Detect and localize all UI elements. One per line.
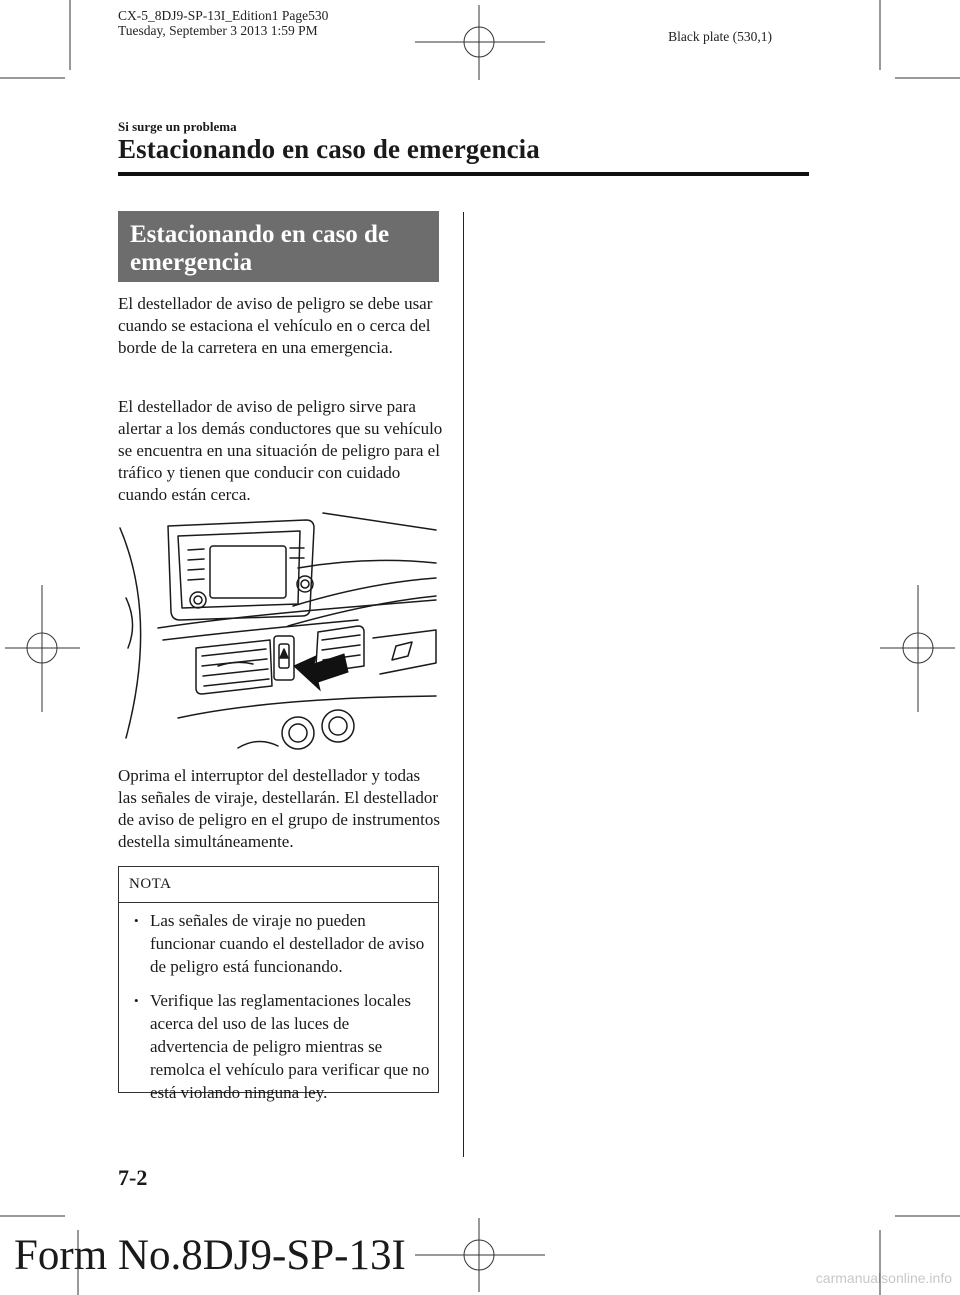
list-item xyxy=(131,909,431,978)
paragraph-3: Oprima el interruptor del destellador y todas las señales de viraje, destellarán. El destellador de aviso de peligro en el grupo de instrumentos destella simultáneamente. xyxy=(118,766,440,851)
section-heading xyxy=(118,211,439,282)
note-item-text: Verifique las reglamentaciones locales acerca del uso de las luces de advertencia de peligro mientras se remolca el vehículo para verificar que no está violando ninguna ley. xyxy=(150,991,430,1102)
bullet-icon: • xyxy=(134,993,139,1008)
note-title: NOTA xyxy=(129,876,172,892)
list-item xyxy=(131,989,431,1104)
note-item-text: Las señales de viraje no pueden funcionar cuando el destellador de aviso de peligro está funcionando. xyxy=(150,911,425,976)
watermark: carmanualsonline.info xyxy=(815,1270,952,1286)
column-divider xyxy=(463,212,464,1157)
bullet-icon: • xyxy=(134,913,139,928)
print-line-1: CX-5_8DJ9-SP-13I_Edition1 Page530 xyxy=(118,8,329,23)
form-number: Form No.8DJ9-SP-13I xyxy=(14,1232,406,1279)
paragraph-1: El destellador de aviso de peligro se debe usar cuando se estaciona el vehículo en o cerca del borde de la carretera en una emergencia. xyxy=(118,294,433,357)
plate-label: Black plate (530,1) xyxy=(668,29,772,44)
section-heading-line-2: emergencia xyxy=(130,249,253,276)
page-number: 7-2 xyxy=(118,1165,148,1190)
print-line-2: Tuesday, September 3 2013 1:59 PM xyxy=(118,23,318,38)
header-rule xyxy=(118,172,809,176)
note-separator xyxy=(119,902,438,903)
section-label: Si surge un problema xyxy=(118,119,237,134)
running-title: Estacionando en caso de emergencia xyxy=(118,134,540,164)
hazard-switch-illustration xyxy=(118,508,438,753)
note-box xyxy=(118,866,439,1102)
note-list xyxy=(131,909,431,1115)
paragraph-2: El destellador de aviso de peligro sirve para alertar a los demás conductores que su vehículo se encuentra en una situación de peligro para el tráfico y tienen que conducir con cuidado cuando están cerca. xyxy=(118,397,443,504)
print-info xyxy=(118,8,328,38)
section-heading-line-1: Estacionando en caso de xyxy=(130,221,390,248)
